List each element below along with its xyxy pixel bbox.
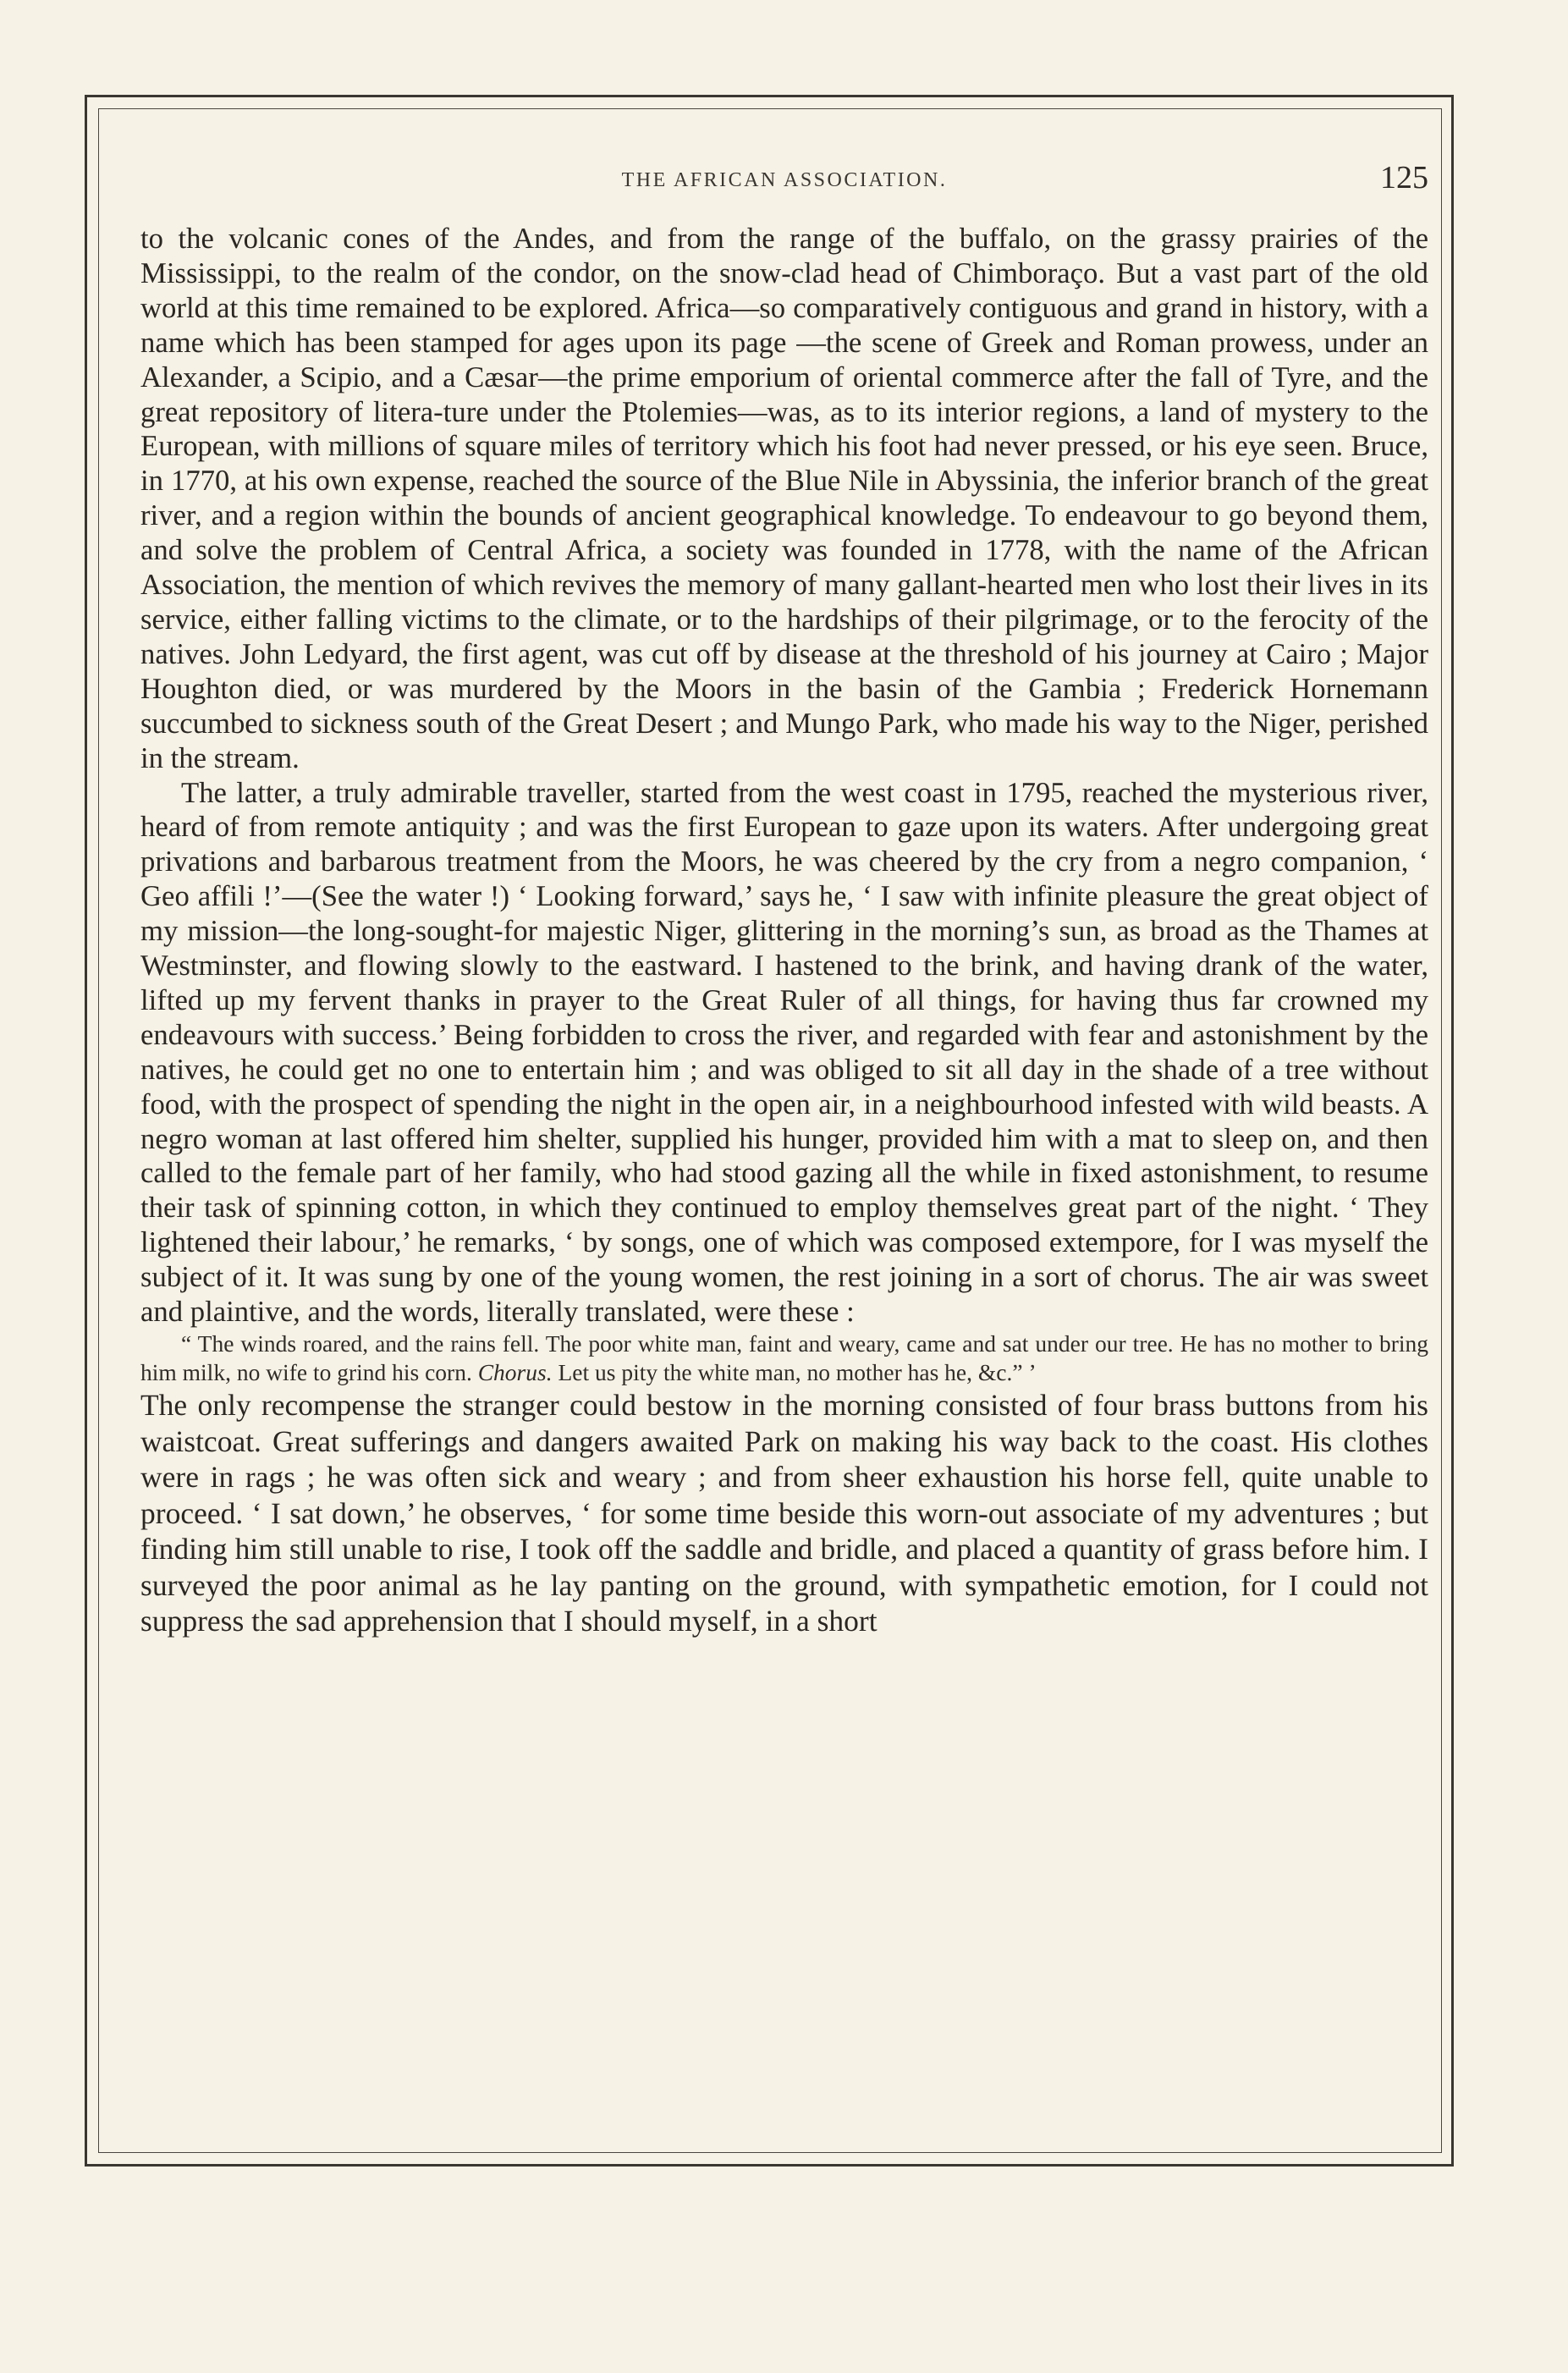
quote-text-b: Let us pity the white man, no mother has he, &c.” ’ — [558, 1359, 1037, 1385]
quote-chorus: Chorus. — [477, 1359, 553, 1385]
paragraph-3: The only recompense the stranger could bestow in the morning consisted of four brass buttons from his waistcoat. Great sufferings and dangers awaited Park on making his way back to the coast. His clothes were in rags ; he was often sick and weary ; and from sheer exhaustion his horse fell, quite unable to proceed. ‘ I sat down,’ he observes, ‘ for some time beside this worn-out associate of my adventures ; but finding him still unable to rise, I took off the saddle and bridle, and placed a quantity of grass before him. I surveyed the poor animal as he lay panting on the ground, with sympathetic emotion, for I could not suppress the sad apprehension that I should myself, in a short — [140, 1388, 1428, 1638]
running-head: THE AFRICAN ASSOCIATION. — [621, 169, 948, 191]
song-quote — [140, 1330, 1428, 1387]
paragraph-1: to the volcanic cones of the Andes, and from the range of the buffalo, on the grassy prairies of the Mississippi, to the realm of the condor, on the snow-clad head of Chimboraço. But a vast part of the old world at this time remained to be explored. Africa—so comparatively contiguous and grand in history, with a name which has been stamped for ages upon its page —the scene of Greek and Roman prowess, under an Alexander, a Scipio, and a Cæsar—the prime emporium of oriental commerce after the fall of Tyre, and the great repository of litera-ture under the Ptolemies—was, as to its interior regions, a land of mystery to the European, with millions of square miles of territory which his foot had never pressed, or his eye seen. Bruce, in 1770, at his own expense, reached the source of the Blue Nile in Abyssinia, the inferior branch of the great river, and a region within the bounds of ancient geographical knowledge. To endeavour to go beyond them, and solve the problem of Central Africa, a society was founded in 1778, with the name of the African Association, the mention of which revives the memory of many gallant-hearted men who lost their lives in its service, either falling victims to the climate, or to the hardships of their pilgrimage, or to the ferocity of the natives. John Ledyard, the first agent, was cut off by disease at the threshold of his journey at Cairo ; Major Houghton died, or was murdered by the Moors in the basin of the Gambia ; Frederick Hornemann succumbed to sickness south of the Great Desert ; and Mungo Park, who made his way to the Niger, perished in the stream. — [140, 222, 1428, 774]
body-text — [140, 222, 1428, 1639]
paragraph-2: The latter, a truly admirable traveller, started from the west coast in 1795, reached the mysterious river, heard of from remote antiquity ; and was the first European to gaze upon its waters. After undergoing great privations and barbarous treatment from the Moors, he was cheered by the cry from a negro companion, ‘ Geo affili !’—(See the water !) ‘ Looking forward,’ says he, ‘ I saw with infinite pleasure the great object of my mission—the long-sought-for majestic Niger, glittering in the morning’s sun, as broad as the Thames at Westminster, and flowing slowly to the eastward. I hastened to the brink, and having drank of the water, lifted up my fervent thanks in prayer to the Great Ruler of all things, for having thus far crowned my endeavours with success.’ Being forbidden to cross the river, and regarded with fear and astonishment by the natives, he could get no one to entertain him ; and was obliged to sit all day in the shade of a tree without food, with the prospect of spending the night in the open air, in a neighbourhood infested with wild beasts. A negro woman at last offered him shelter, supplied his hunger, provided him with a mat to sleep on, and then called to the female part of her family, who had stood gazing all the while in fixed astonishment, to resume their task of spinning cotton, in which they continued to employ themselves great part of the night. ‘ They lightened their labour,’ he remarks, ‘ by songs, one of which was composed extempore, for I was myself the subject of it. It was sung by one of the young women, the rest joining in a sort of chorus. The air was sweet and plaintive, and the words, literally translated, were these : — [140, 775, 1428, 1329]
quote-text-a: “ The winds roared, and the rains fell. The poor white man, faint and weary, came and sat under our tree. He has no mother to bring him milk, no wife to grind his corn. — [140, 1330, 1428, 1385]
page-number: 125 — [1380, 160, 1428, 195]
page-header — [140, 159, 1428, 210]
